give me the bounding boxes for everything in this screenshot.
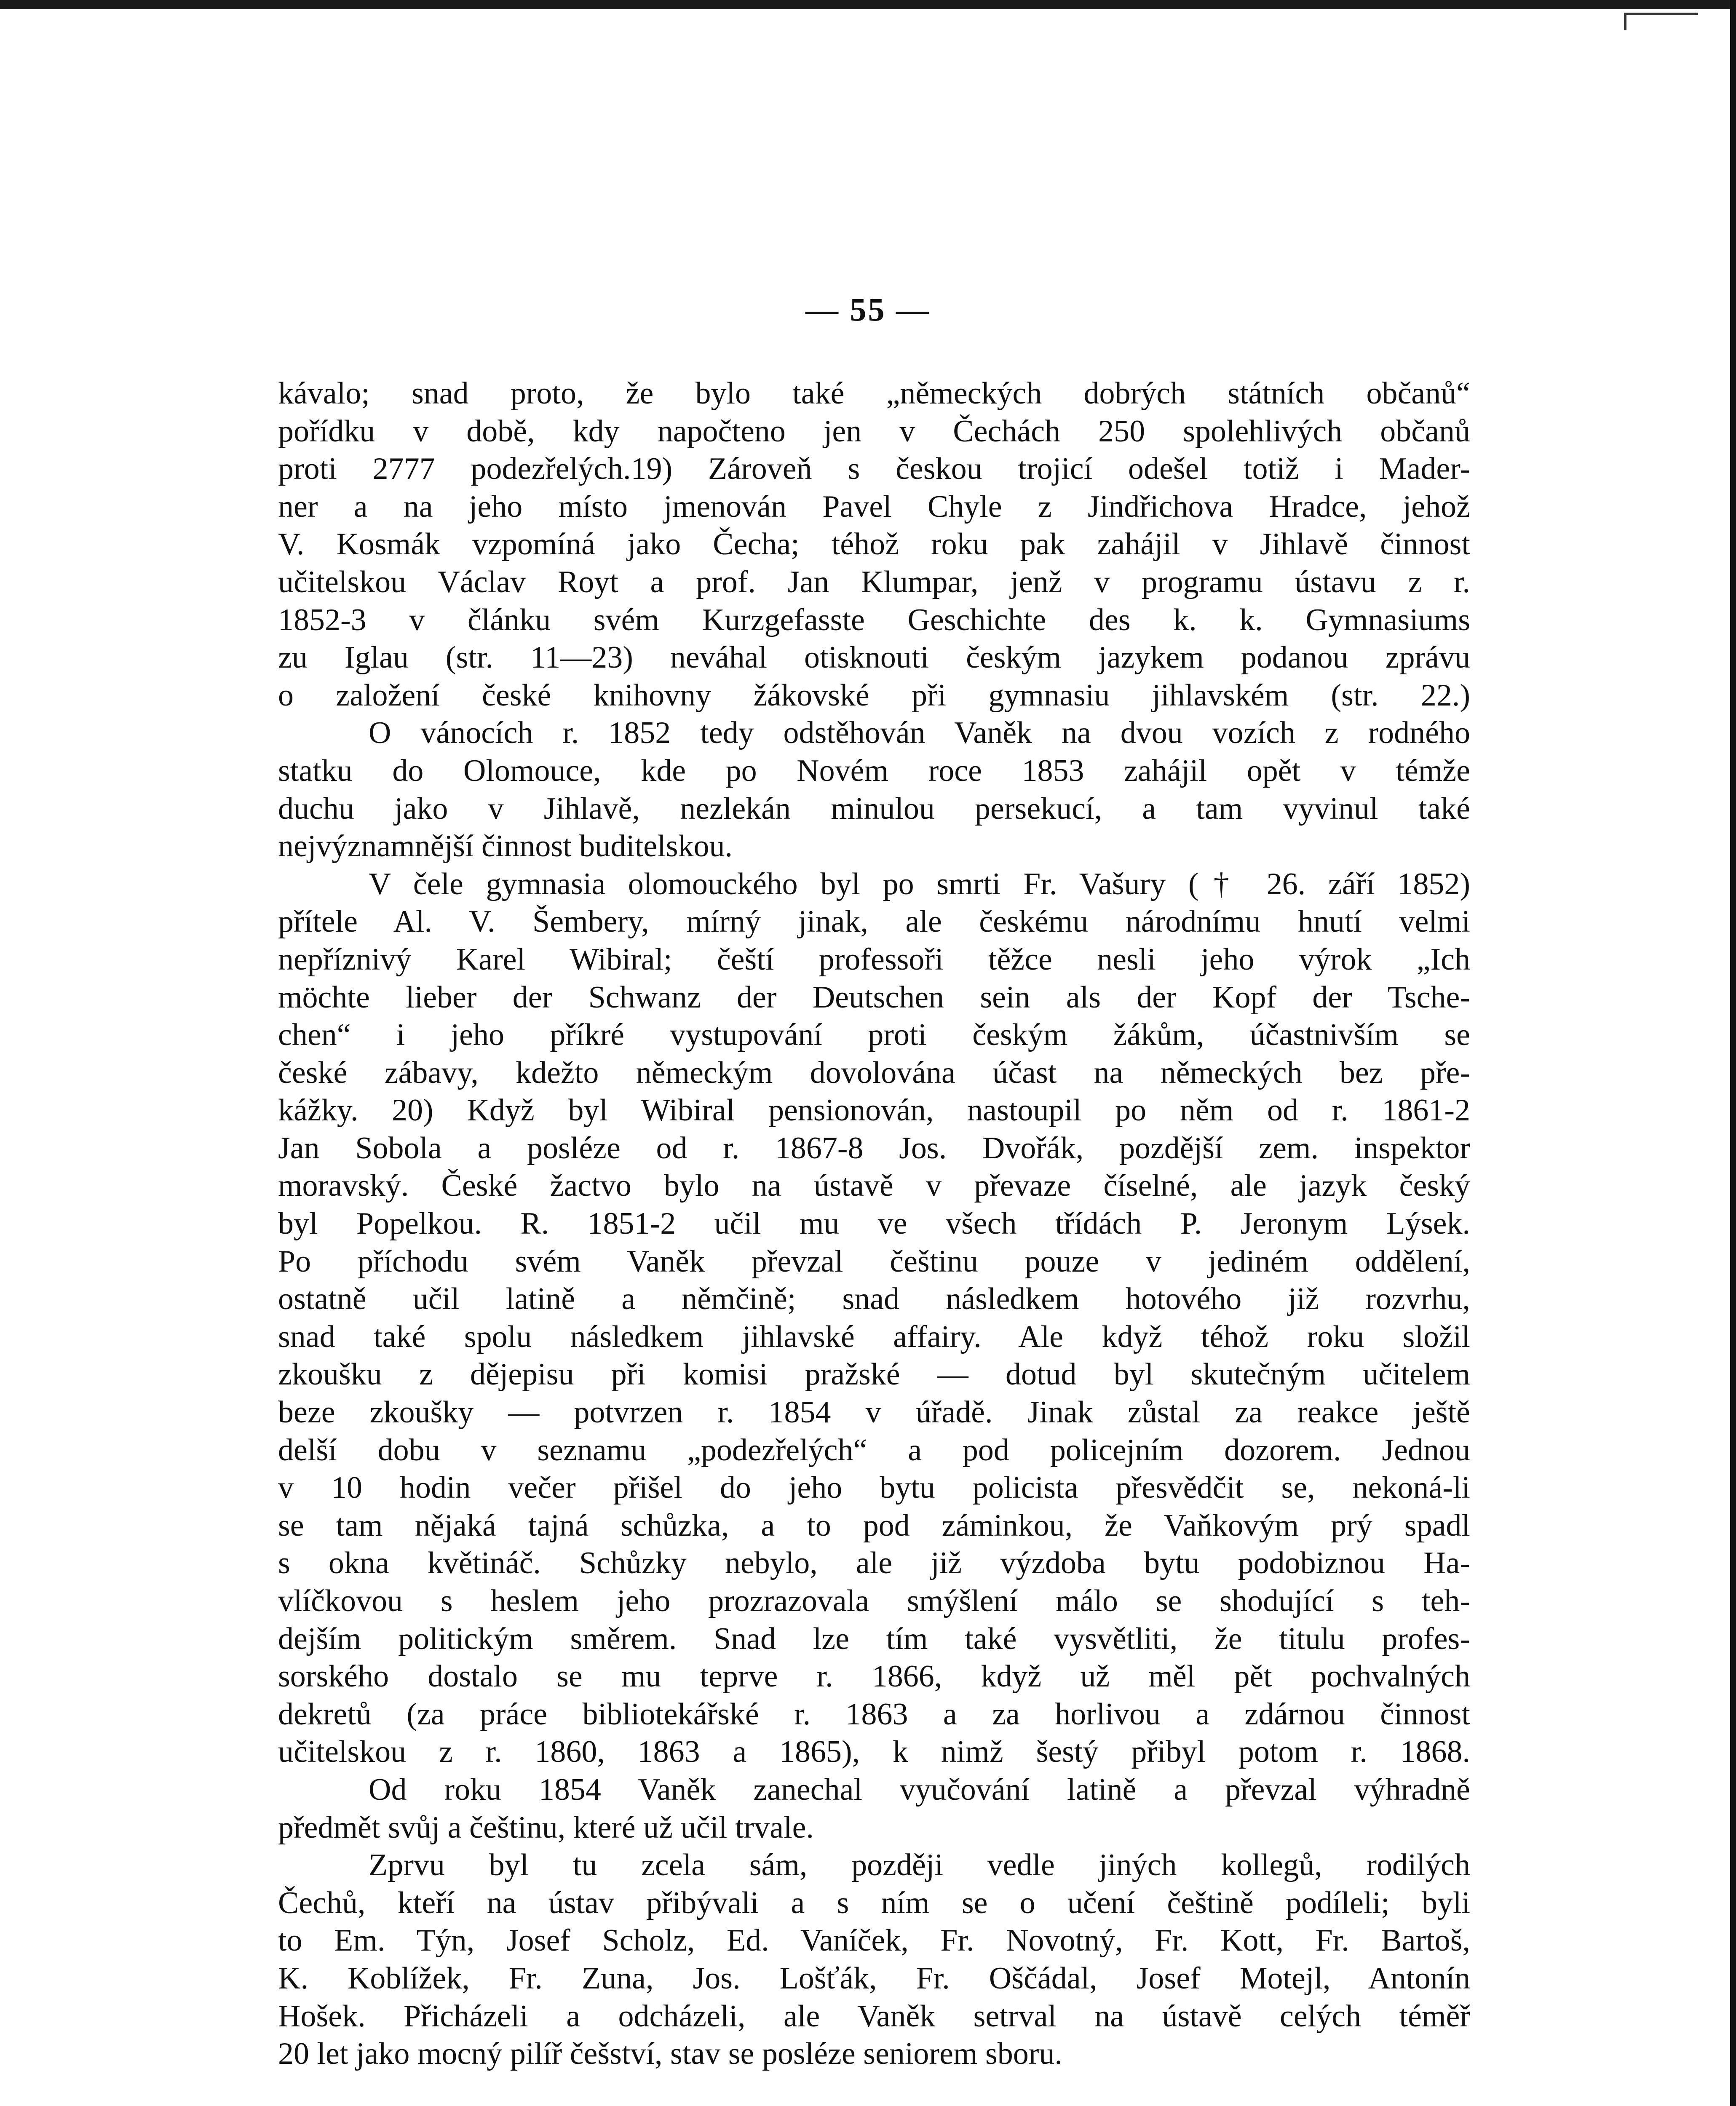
text-line: delší dobu v seznamu „podezřelých“ a pod policejním dozorem. Jednou bbox=[278, 1433, 1470, 1467]
scan-edge-top bbox=[0, 0, 1736, 9]
text-line: Jan Sobola a posléze od r. 1867-8 Jos. Dvořák, pozdější zem. inspektor bbox=[278, 1131, 1470, 1165]
text-line: dekretů (za práce bibliotekářské r. 1863 a za horlivou a zdárnou činnost bbox=[278, 1697, 1470, 1732]
paragraph bbox=[278, 866, 1470, 1771]
text-line: K. Koblížek, Fr. Zuna, Jos. Lošťák, Fr. Oščádal, Josef Motejl, Antonín bbox=[278, 1961, 1470, 1996]
text-line: dejším politickým směrem. Snad lze tím také vysvětliti, že titulu profes- bbox=[278, 1621, 1470, 1656]
text-line: beze zkoušky — potvrzen r. 1854 v úřadě. Jinak zůstal za reakce ještě bbox=[278, 1395, 1470, 1430]
text-line: statku do Olomouce, kde po Novém roce 1853 zahájil opět v témže bbox=[278, 753, 1470, 788]
text-line: učitelskou z r. 1860, 1863 a 1865), k nimž šestý přibyl potom r. 1868. bbox=[278, 1735, 1470, 1769]
text-line: V čele gymnasia olomouckého byl po smrti Fr. Vašury († 26. září 1852) bbox=[369, 866, 1470, 901]
text-line: o založení české knihovny žákovské při gymnasiu jihlavském (str. 22.) bbox=[278, 678, 1470, 713]
text-line: proti 2777 podezřelých.19) Zároveň s českou trojicí odešel totiž i Mader- bbox=[278, 452, 1470, 486]
text-line: chen“ i jeho příkré vystupování proti českým žákům, účastnivším se bbox=[278, 1018, 1470, 1053]
text-line: byl Popelkou. R. 1851-2 učil mu ve všech třídách P. Jeronym Lýsek. bbox=[278, 1206, 1470, 1241]
text-line: přítele Al. V. Šembery, mírný jinak, ale českému národnímu hnutí velmi bbox=[278, 904, 1470, 939]
text-line: zkoušku z dějepisu při komisi pražské — dotud byl skutečným učitelem bbox=[278, 1357, 1470, 1392]
text-line: moravský. České žactvo bylo na ústavě v převaze číselné, ale jazyk český bbox=[278, 1168, 1470, 1203]
text-line: Zprvu byl tu zcela sám, později vedle jiných kollegů, rodilých bbox=[369, 1848, 1470, 1883]
text-line: V. Kosmák vzpomíná jako Čecha; téhož roku pak zahájil v Jihlavě činnost bbox=[278, 527, 1470, 562]
text-line: 1852-3 v článku svém Kurzgefasste Geschichte des k. k. Gymnasiums bbox=[278, 602, 1470, 637]
text-line: s okna květináč. Schůzky nebylo, ale již výzdoba bytu podobiznou Ha- bbox=[278, 1546, 1470, 1581]
text-line: kážky. 20) Když byl Wibiral pensionován, nastoupil po něm od r. 1861-2 bbox=[278, 1093, 1470, 1128]
text-line: Od roku 1854 Vaněk zanechal vyučování latině a převzal výhradně bbox=[369, 1772, 1470, 1807]
paragraph bbox=[278, 375, 1470, 714]
paragraph bbox=[278, 714, 1470, 865]
text-line: zu Iglau (str. 11—23) neváhal otisknouti českým jazykem podanou zprávu bbox=[278, 640, 1470, 675]
text-line: se tam nějaká tajná schůzka, a to pod záminkou, že Vaňkovým prý spadl bbox=[278, 1508, 1470, 1543]
text-line: Čechů, kteří na ústav přibývali a s ním se o učení češtině podíleli; byli bbox=[278, 1885, 1470, 1920]
text-line: nepříznivý Karel Wibiral; čeští professoři těžce nesli jeho výrok „Ich bbox=[278, 942, 1470, 977]
text-line: v 10 hodin večer přišel do jeho bytu policista přesvědčit se, nekoná-li bbox=[278, 1470, 1470, 1505]
text-line: ostatně učil latině a němčině; snad následkem hotového již rozvrhu, bbox=[278, 1282, 1470, 1317]
text-line: vlíčkovou s heslem jeho prozrazovala smýšlení málo se shodující s teh- bbox=[278, 1584, 1470, 1618]
text-line: ner a na jeho místo jmenován Pavel Chyle z Jindřichova Hradce, jehož bbox=[278, 489, 1470, 524]
text-line: snad také spolu následkem jihlavské affairy. Ale když téhož roku složil bbox=[278, 1319, 1470, 1354]
text-line: nejvýznamnější činnost buditelskou. bbox=[278, 829, 733, 864]
text-line: kávalo; snad proto, že bylo také „německých dobrých státních občanů“ bbox=[278, 376, 1470, 411]
text-line: pořídku v době, kdy napočteno jen v Čechách 250 spolehlivých občanů bbox=[278, 414, 1470, 449]
scan-corner-mark bbox=[1624, 13, 1698, 30]
body-text bbox=[278, 375, 1470, 2073]
text-line: O vánocích r. 1852 tedy odstěhován Vaněk na dvou vozích z rodného bbox=[369, 716, 1470, 751]
text-line: duchu jako v Jihlavě, nezlekán minulou persekucí, a tam vyvinul také bbox=[278, 791, 1470, 826]
text-line: Hošek. Přicházeli a odcházeli, ale Vaněk setrval na ústavě celých téměř bbox=[278, 1999, 1470, 2034]
paragraph bbox=[278, 1771, 1470, 1847]
text-line: učitelskou Václav Royt a prof. Jan Klumpar, jenž v programu ústavu z r. bbox=[278, 564, 1470, 599]
paragraph bbox=[278, 1847, 1470, 2073]
text-line: to Em. Týn, Josef Scholz, Ed. Vaníček, Fr. Novotný, Fr. Kott, Fr. Bartoš, bbox=[278, 1923, 1470, 1958]
text-line: předmět svůj a češtinu, které už učil trvale. bbox=[278, 1810, 814, 1845]
page-number: — 55 — bbox=[805, 291, 931, 328]
text-line: Po příchodu svém Vaněk převzal češtinu pouze v jediném oddělení, bbox=[278, 1244, 1470, 1279]
text-line: 20 let jako mocný pilíř češství, stav se posléze seniorem sboru. bbox=[278, 2037, 1062, 2071]
text-line: sorského dostalo se mu teprve r. 1866, když už měl pět pochvalných bbox=[278, 1659, 1470, 1694]
text-line: české zábavy, kdežto německým dovolována účast na německých bez pře- bbox=[278, 1055, 1470, 1090]
text-line: möchte lieber der Schwanz der Deutschen sein als der Kopf der Tsche- bbox=[278, 980, 1470, 1015]
